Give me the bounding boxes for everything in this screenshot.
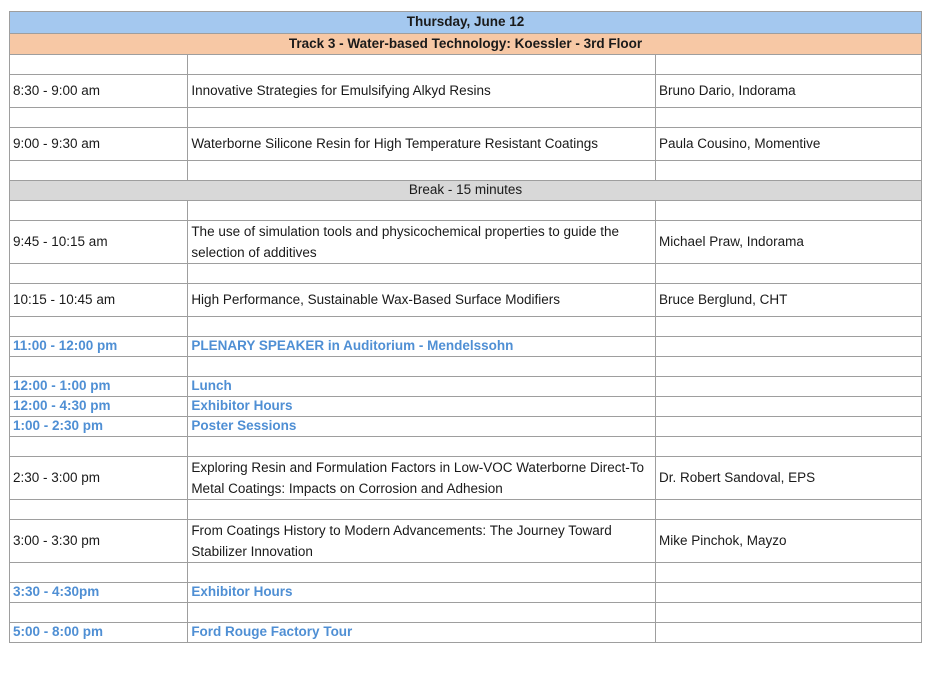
session-speaker: Michael Praw, Indorama: [656, 221, 922, 264]
spacer-row: [10, 603, 922, 623]
session-time: 2:30 - 3:00 pm: [10, 457, 188, 500]
event-row: [10, 583, 922, 603]
event-time: 1:00 - 2:30 pm: [10, 417, 188, 437]
schedule-table: [9, 11, 922, 643]
spacer-row: [10, 264, 922, 284]
session-time: 9:45 - 10:15 am: [10, 221, 188, 264]
event-time: 12:00 - 1:00 pm: [10, 377, 188, 397]
spacer-row: [10, 201, 922, 221]
session-time: 10:15 - 10:45 am: [10, 284, 188, 317]
event-time: 11:00 - 12:00 pm: [10, 337, 188, 357]
spacer-row: [10, 357, 922, 377]
event-row: [10, 337, 922, 357]
day-header-row: [10, 12, 922, 34]
event-time: 5:00 - 8:00 pm: [10, 623, 188, 643]
session-row: [10, 520, 922, 563]
session-title: Waterborne Silicone Resin for High Temperature Resistant Coatings: [188, 128, 656, 161]
event-row: [10, 397, 922, 417]
event-time: 3:30 - 4:30pm: [10, 583, 188, 603]
session-title: Exploring Resin and Formulation Factors in Low-VOC Waterborne Direct-To Metal Coatings: Impacts on Corrosion and Adhesion: [188, 457, 656, 500]
session-row: [10, 75, 922, 108]
session-title: Innovative Strategies for Emulsifying Alkyd Resins: [188, 75, 656, 108]
event-title: Poster Sessions: [188, 417, 656, 437]
break-row: [10, 181, 922, 201]
session-speaker: Bruce Berglund, CHT: [656, 284, 922, 317]
event-title: Lunch: [188, 377, 656, 397]
session-time: 3:00 - 3:30 pm: [10, 520, 188, 563]
session-title: High Performance, Sustainable Wax-Based Surface Modifiers: [188, 284, 656, 317]
spacer-row: [10, 317, 922, 337]
event-row: [10, 417, 922, 437]
spacer-row: [10, 55, 922, 75]
session-row: [10, 457, 922, 500]
event-time: 12:00 - 4:30 pm: [10, 397, 188, 417]
event-title: Exhibitor Hours: [188, 583, 656, 603]
session-row: [10, 221, 922, 264]
session-title: The use of simulation tools and physicochemical properties to guide the selection of additives: [188, 221, 656, 264]
event-title: Exhibitor Hours: [188, 397, 656, 417]
break-label: Break - 15 minutes: [10, 181, 922, 201]
session-row: [10, 128, 922, 161]
event-title: Ford Rouge Factory Tour: [188, 623, 656, 643]
event-row: [10, 377, 922, 397]
session-row: [10, 284, 922, 317]
spacer-row: [10, 108, 922, 128]
session-speaker: Bruno Dario, Indorama: [656, 75, 922, 108]
spacer-row: [10, 563, 922, 583]
session-title: From Coatings History to Modern Advancements: The Journey Toward Stabilizer Innovation: [188, 520, 656, 563]
session-time: 9:00 - 9:30 am: [10, 128, 188, 161]
track-header-row: [10, 34, 922, 55]
session-speaker: Paula Cousino, Momentive: [656, 128, 922, 161]
event-title: PLENARY SPEAKER in Auditorium - Mendelssohn: [188, 337, 656, 357]
spacer-row: [10, 161, 922, 181]
spacer-row: [10, 500, 922, 520]
event-row: [10, 623, 922, 643]
session-speaker: Dr. Robert Sandoval, EPS: [656, 457, 922, 500]
track-header: Track 3 - Water-based Technology: Koessler - 3rd Floor: [10, 34, 922, 55]
session-speaker: Mike Pinchok, Mayzo: [656, 520, 922, 563]
spacer-row: [10, 437, 922, 457]
session-time: 8:30 - 9:00 am: [10, 75, 188, 108]
day-header: Thursday, June 12: [10, 12, 922, 34]
